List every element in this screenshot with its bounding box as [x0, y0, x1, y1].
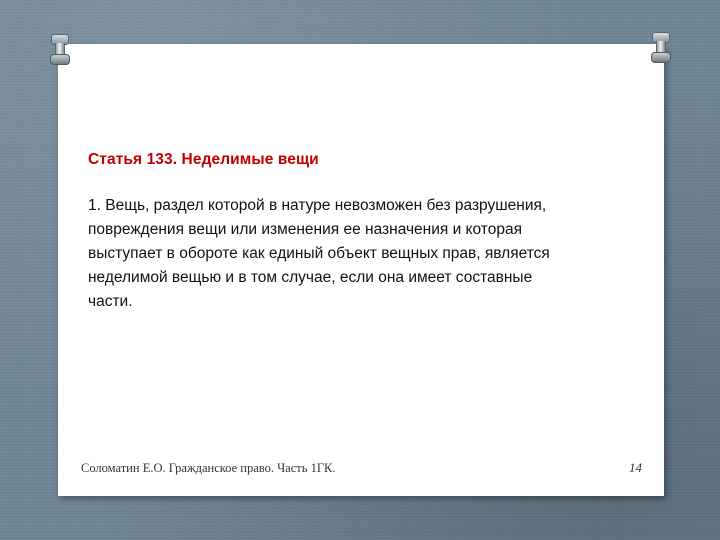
paragraph-line: повреждения вещи или изменения ее назначения и которая [88, 221, 522, 238]
paragraph-line: неделимой вещью и в том случае, если она имеет составные [88, 269, 533, 286]
pushpin-icon [49, 34, 69, 64]
paragraph-line: части. [88, 293, 133, 310]
page-number: 14 [629, 460, 642, 475]
pushpin-icon [650, 32, 670, 62]
slide-footer: Соломатин Е.О. Гражданское право. Часть 1ГК. [81, 461, 336, 475]
article-paragraph [88, 194, 648, 314]
paragraph-line: выступает в обороте как единый объект вещных прав, является [88, 245, 550, 262]
slide-title: Статья 133. Неделимые вещи [88, 151, 319, 168]
paragraph-line: 1. Вещь, раздел которой в натуре невозможен без разрушения, [88, 197, 547, 214]
